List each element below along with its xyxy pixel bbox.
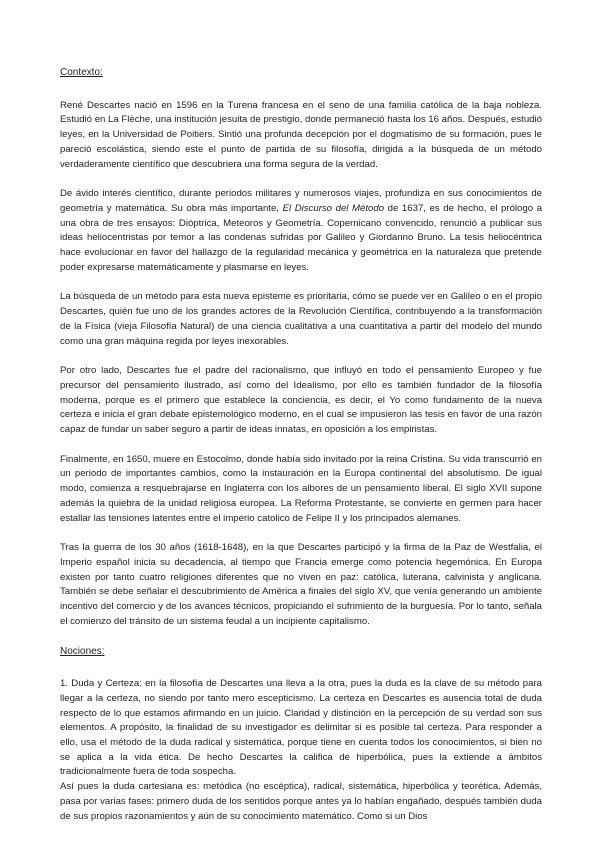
paragraph-duda-certeza: 1. Duda y Certeza: en la filosofía de Descartes una lleva a la otra, pues la duda es la clave de su método para llegar a la certeza, no siendo por tanto mero escepticismo. La certeza en Descartes es ausencia total de duda respecto de lo que estamos afirmando en un juicio. Claridad y distinción en la percepción de su verdad son sus elementos. A propósito, la finalidad de su investigador es delimitar si es posible tal certeza. Para responder a ello, usa el método de la duda radical y sistemática, porque tiene en cuenta todos los conocimientos, si bien no se aplica a la vida ética. De hecho Descartes la califica de hiperbólica, pues la extiende a ámbitos tradicionalmente fuera de toda sospecha. xyxy=(60,678,542,778)
paragraph-rationalism: Por otro lado, Descartes fue el padre del racionalismo, que influyó en todo el pensamiento Europeo y fue precursor del pensamiento ilustrado, así como del Idealismo, por ello es también fundador de la filosofía moderna, porque es el primero que establece la conciencia, es decir, el Yo como fundamento de la nueva certeza e inicia el gran debate epistemológico moderno, en el cual se impusieron las tesis en favor de una razón capaz de fundar un saber seguro a partir de ideas innatas, en oposición a los empiristas. xyxy=(60,365,542,436)
section-heading-nociones: Nociones: xyxy=(60,645,105,657)
paragraph-method-search: La búsqueda de un método para esta nueva episteme es prioritaria, cómo se puede ver en Galileo o en el propio Descartes, quién fue uno de los grandes actores de la Revolución Científica, contribuyendo a la transformación de la Física (vieja Filosofía Natural) de una ciencia cualitativa a una cuantitativa a partir del modelo del mundo como una gran máquina regida por leyes inexorables. xyxy=(60,291,542,347)
paragraph-biography: René Descartes nació en 1596 en la Turena francesa en el seno de una familia católica de la baja nobleza. Estudió en La Flèche, una institución jesuita de prestigio, donde permaneció hasta los 16 años. Después, estudió leyes, en la Universidad de Poitiers. Sintió una profunda decepción por el dogmatismo de su formación, pues le pareció escolástica, siendo este el punto de partida de su filosofía, dirigida a la búsqueda de un método verdaderamente científico que descubriera una forma segura de la verdad. xyxy=(60,99,542,170)
book-title: El Discurso del Método xyxy=(282,202,385,214)
section-heading-contexto: Contexto: xyxy=(60,67,103,78)
paragraph-thirty-years-war: Tras la guerra de los 30 años (1618-1648), en la que Descartes participó y la firma de la Paz de Westfalia, el Imperio español inicia su decadencia, al tiempo que Francia emerge como potencia hegemónica. En Europa existen por tanto cuatro religiones diferentes que no viven en paz: católica, luterana, calvinista y anglicana. También se debe señalar el descubrimiento de América a finales del siglo XV, que venía generando un ambiente incentivo del comercio y de los avances técnicos, propiciando el sufrimiento de la burguesía. Por lo tanto, señala el comienzo del tránsito de un sistema feudal a un incipiente capitalismo. xyxy=(60,542,542,627)
paragraph-duda-cartesiana: Así pues la duda cartesiana es: metódica (no escéptica), radical, sistemática, hiperbólica y teorética. Además, pasa por varias fases: primero duda de los sentidos porque antes ya lo habían engañado, después también duda de sus propios razonamientos y aún de su conocimiento matemático. Como si un Dios xyxy=(60,781,542,822)
paragraph-text: de 1637, es de hecho, el prólogo a una obra de tres ensayos: Dióptrica, Meteoros y Geometría. Copernicano convencido, renunció a publicar sus ideas heliocentristas por temor a las condenas sufridas por Galileo y Giordanno Bruno. La tesis heliocéntrica hace evolucionar en favor del hallazgo de la regularidad mecánica y geométrica en la naturaleza que pretende poder expresarse matemáticamente y plasmarse en leyes. xyxy=(60,202,543,273)
document-page xyxy=(60,66,542,824)
paragraph-text: De ávido interés científico, durante periodos militares y numerosos viajes, profundiza en sus conocimientos de geometría y matemática. Su obra más importante, xyxy=(60,188,542,214)
paragraph-scientific-interest xyxy=(60,187,542,275)
paragraph-historical-context: Finalmente, en 1650, muere en Estocolmo, donde había sido invitado por la reina Cristina. Su vida transcurrió en un periodo de importantes cambios, como la instauración en la Europa continental del absolutismo. De igual modo, comienza a resquebrajarse en Inglaterra con los albores de un pensamiento liberal. El siglo XVII supone además la quiebra de la unidad religiosa europea. La Reforma Protestante, se convierte en germen para hacer estallar las tensiones latentes entre el imperio catolico de Felipe II y los principados alemanes. xyxy=(60,453,542,524)
